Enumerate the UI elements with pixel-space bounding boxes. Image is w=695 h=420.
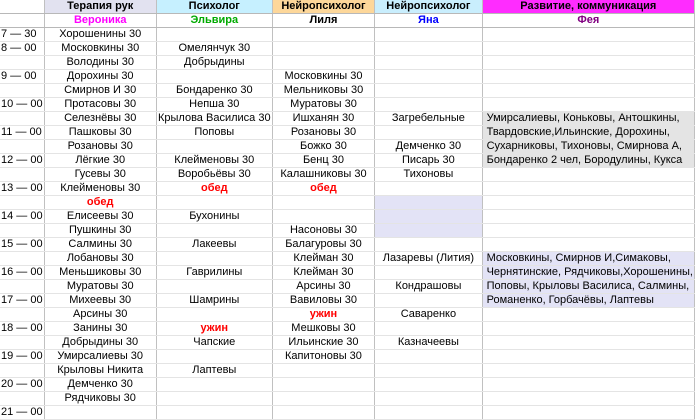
schedule-cell[interactable]	[156, 252, 272, 266]
schedule-cell[interactable]: Божко 30	[272, 140, 374, 154]
schedule-row	[0, 378, 695, 392]
schedule-cell[interactable]: Непша 30	[156, 98, 272, 112]
specialist-yana[interactable]: Яна	[375, 14, 482, 28]
schedule-cell[interactable]	[272, 378, 374, 392]
schedule-cell[interactable]	[272, 42, 374, 56]
schedule-cell[interactable]	[375, 210, 482, 224]
schedule-cell[interactable]	[272, 28, 374, 42]
schedule-cell[interactable]: Кондрашовы	[375, 280, 482, 294]
schedule-cell[interactable]	[482, 98, 694, 112]
schedule-row	[0, 322, 695, 336]
schedule-row	[0, 336, 695, 350]
schedule-cell[interactable]: Романенко, Горбачёвы, Лаптевы	[482, 294, 694, 308]
schedule-row	[0, 126, 695, 140]
schedule-cell[interactable]: Умирсалиевы, Коньковы, Антошкины,	[482, 112, 694, 126]
schedule-row	[0, 364, 695, 378]
time-cell[interactable]	[0, 336, 44, 350]
schedule-cell[interactable]: Бенц 30	[272, 154, 374, 168]
schedule-cell[interactable]	[482, 224, 694, 238]
schedule-cell[interactable]	[482, 364, 694, 378]
time-cell[interactable]	[0, 168, 44, 182]
time-cell[interactable]	[0, 140, 44, 154]
time-cell[interactable]	[0, 196, 44, 210]
schedule-cell[interactable]	[156, 140, 272, 154]
schedule-row	[0, 392, 695, 406]
specialist-veronika[interactable]: Вероника	[44, 14, 156, 28]
time-cell[interactable]: 11 — 00	[0, 126, 44, 140]
schedule-cell[interactable]: Шамрины	[156, 294, 272, 308]
schedule-row	[0, 238, 695, 252]
schedule-cell[interactable]: Гусевы 30	[44, 168, 156, 182]
schedule-cell[interactable]: Володины 30	[44, 56, 156, 70]
schedule-cell[interactable]	[482, 28, 694, 42]
schedule-cell[interactable]: Клейман 30	[272, 266, 374, 280]
schedule-cell[interactable]: Арсины 30	[272, 280, 374, 294]
schedule-cell[interactable]: Демченко 30	[44, 378, 156, 392]
schedule-cell[interactable]: Лобановы 30	[44, 252, 156, 266]
schedule-row	[0, 56, 695, 70]
schedule-cell[interactable]: Тихоновы	[375, 168, 482, 182]
schedule-cell[interactable]: Дорохины 30	[44, 70, 156, 84]
specialist-feya[interactable]: Фея	[482, 14, 694, 28]
schedule-cell[interactable]: Гаврилины	[156, 266, 272, 280]
specialist-time-cell[interactable]	[0, 14, 44, 28]
schedule-cell[interactable]: Розановы 30	[44, 140, 156, 154]
schedule-row	[0, 308, 695, 322]
schedule-cell[interactable]: Селезнёвы 30	[44, 112, 156, 126]
time-cell[interactable]	[0, 56, 44, 70]
time-cell[interactable]: 15 — 00	[1, 238, 43, 250]
schedule-cell[interactable]	[482, 308, 694, 322]
schedule-cell[interactable]	[375, 84, 482, 98]
time-cell[interactable]: 18 — 00	[1, 322, 43, 334]
schedule-cell[interactable]: Чернятинские, Рядчиковы,Хорошенины,	[482, 266, 694, 280]
schedule-row	[0, 112, 695, 126]
schedule-row	[0, 210, 695, 224]
schedule-cell[interactable]	[482, 84, 694, 98]
time-cell[interactable]	[0, 112, 44, 126]
schedule-row	[0, 70, 695, 84]
schedule-cell[interactable]	[375, 70, 482, 84]
schedule-cell[interactable]: Писарь 30	[375, 154, 482, 168]
schedule-cell[interactable]: Поповы	[156, 126, 272, 140]
schedule-row	[0, 252, 695, 266]
schedule-cell[interactable]: Пашковы 30	[44, 126, 156, 140]
schedule-cell[interactable]: Омелянчук 30	[156, 42, 272, 56]
schedule-cell[interactable]: Клейменовы 30	[44, 182, 156, 196]
schedule-cell[interactable]	[482, 322, 694, 336]
schedule-cell[interactable]	[156, 406, 272, 420]
schedule-cell[interactable]: Крыловы Никита	[44, 364, 156, 378]
time-cell[interactable]: 13 — 00	[1, 182, 43, 194]
schedule-cell[interactable]	[156, 392, 272, 406]
schedule-cell[interactable]: Демченко 30	[375, 140, 482, 154]
schedule-cell[interactable]: Клейменовы 30	[156, 154, 272, 168]
schedule-cell[interactable]: Муратовы 30	[272, 98, 374, 112]
schedule-cell[interactable]: Лазаревы (Лития)	[375, 252, 482, 266]
specialist-elvira[interactable]: Эльвира	[156, 14, 272, 28]
schedule-row	[0, 266, 695, 280]
schedule-row	[0, 182, 695, 196]
schedule-cell[interactable]: Хорошенины 30	[44, 28, 156, 42]
schedule-cell[interactable]: Твардовские,Ильинские, Дорохины,	[482, 126, 694, 140]
time-cell[interactable]: 21 — 00	[1, 406, 43, 418]
schedule-cell[interactable]	[375, 28, 482, 42]
schedule-cell[interactable]	[375, 266, 482, 280]
time-cell[interactable]: 10 — 00	[1, 98, 43, 110]
schedule-cell[interactable]	[272, 210, 374, 224]
schedule-cell[interactable]: Ишханян 30	[272, 112, 374, 126]
schedule-cell[interactable]: Смирнов И 30	[44, 84, 156, 98]
schedule-cell[interactable]	[375, 406, 482, 420]
schedule-row	[0, 84, 695, 98]
schedule-cell[interactable]	[375, 238, 482, 252]
time-cell[interactable]: 9 — 00	[0, 70, 44, 84]
header-hand-therapy[interactable]: Терапия рук	[44, 0, 156, 14]
specialist-lilya[interactable]: Лиля	[272, 14, 374, 28]
schedule-cell[interactable]: Бондаренко 2 чел, Бородулины, Кукса	[482, 154, 694, 168]
schedule-row	[0, 294, 695, 308]
schedule-cell[interactable]: Сухарниковы, Тихоновы, Смирнова А,	[482, 140, 694, 154]
schedule-row	[0, 224, 695, 238]
schedule-row	[0, 42, 695, 56]
schedule-cell[interactable]	[44, 406, 156, 420]
schedule-cell[interactable]: Воробьёвы 30	[156, 168, 272, 182]
schedule-cell[interactable]: Загребельные	[375, 112, 482, 126]
schedule-cell[interactable]	[156, 224, 272, 238]
time-cell[interactable]: 14 — 00	[1, 210, 43, 222]
schedule-cell[interactable]: Протасовы 30	[44, 98, 156, 112]
schedule-row	[0, 154, 695, 168]
schedule-cell[interactable]: Лакеевы	[156, 238, 272, 252]
schedule-cell[interactable]	[156, 28, 272, 42]
schedule-cell[interactable]	[482, 168, 694, 182]
schedule-row	[0, 168, 695, 182]
schedule-row	[0, 140, 695, 154]
schedule-cell[interactable]: Занины 30	[44, 322, 156, 336]
time-cell[interactable]: 19 — 00	[1, 350, 43, 362]
schedule-cell[interactable]	[482, 238, 694, 252]
schedule-cell[interactable]	[482, 56, 694, 70]
schedule-cell[interactable]: Добрыдины 30	[44, 336, 156, 350]
schedule-cell[interactable]: Московкины, Смирнов И,Симаковы,	[482, 252, 694, 266]
schedule-cell[interactable]: Лаптевы	[156, 364, 272, 378]
schedule-cell[interactable]: Умирсалиевы 30	[44, 350, 156, 364]
schedule-cell[interactable]: Арсины 30	[44, 308, 156, 322]
schedule-cell[interactable]: Бондаренко 30	[156, 84, 272, 98]
time-cell[interactable]	[0, 84, 44, 98]
schedule-cell[interactable]	[375, 322, 482, 336]
header-row	[0, 0, 695, 14]
schedule-cell[interactable]: Меньшиковы 30	[44, 266, 156, 280]
schedule-cell[interactable]: Добрыдины	[156, 56, 272, 70]
schedule-cell[interactable]	[482, 378, 694, 392]
schedule-cell[interactable]: Елисеевы 30	[44, 210, 156, 224]
schedule-cell[interactable]: Муратовы 30	[44, 280, 156, 294]
schedule-cell[interactable]	[482, 350, 694, 364]
schedule-cell[interactable]	[375, 98, 482, 112]
schedule-cell[interactable]: Ильинские 30	[272, 336, 374, 350]
schedule-row	[0, 280, 695, 294]
header-neuropsychologist-2[interactable]: Нейропсихолог	[375, 0, 482, 14]
schedule-cell[interactable]: Рядчиковы 30	[44, 392, 156, 406]
schedule-cell[interactable]	[156, 308, 272, 322]
schedule-cell[interactable]: Михеевы 30	[44, 294, 156, 308]
header-psychologist[interactable]: Психолог	[156, 0, 272, 14]
specialist-row	[0, 14, 695, 28]
schedule-cell[interactable]	[156, 378, 272, 392]
schedule-cell[interactable]	[156, 70, 272, 84]
schedule-cell[interactable]	[375, 378, 482, 392]
schedule-cell[interactable]	[272, 196, 374, 210]
schedule-cell[interactable]	[482, 42, 694, 56]
schedule-cell[interactable]	[272, 364, 374, 378]
schedule-cell[interactable]	[482, 70, 694, 84]
schedule-cell[interactable]	[482, 336, 694, 350]
time-cell[interactable]: 17 — 00	[1, 294, 43, 306]
schedule-cell[interactable]: обед	[272, 182, 374, 196]
schedule-cell[interactable]	[375, 294, 482, 308]
schedule-cell[interactable]	[375, 56, 482, 70]
schedule-cell[interactable]	[272, 392, 374, 406]
schedule-cell[interactable]	[482, 196, 694, 210]
header-time[interactable]	[0, 0, 44, 14]
schedule-row	[0, 28, 695, 42]
time-cell[interactable]: 12 — 00	[1, 154, 43, 166]
time-cell[interactable]: 8 — 00	[0, 42, 44, 56]
schedule-cell[interactable]: Калашниковы 30	[272, 168, 374, 182]
schedule-cell[interactable]: Салмины 30	[44, 238, 156, 252]
schedule-row	[0, 350, 695, 364]
schedule-cell[interactable]: Чапские	[156, 336, 272, 350]
time-cell[interactable]: 7 — 30	[0, 28, 44, 42]
schedule-cell[interactable]: Казначеевы	[375, 336, 482, 350]
schedule-cell[interactable]	[482, 406, 694, 420]
time-cell[interactable]	[0, 252, 44, 266]
schedule-cell[interactable]: Саваренко	[375, 308, 482, 322]
schedule-cell[interactable]: Мельниковы 30	[272, 84, 374, 98]
schedule-cell[interactable]: Клейман 30	[272, 252, 374, 266]
schedule-row	[0, 196, 695, 210]
schedule-row	[0, 98, 695, 112]
schedule-cell[interactable]: Вавиловы 30	[272, 294, 374, 308]
time-cell[interactable]: 16 — 00	[1, 266, 43, 278]
schedule-cell[interactable]	[156, 196, 272, 210]
schedule-cell[interactable]: Московкины 30	[272, 70, 374, 84]
schedule-cell[interactable]: обед	[156, 182, 272, 196]
schedule-cell[interactable]	[375, 224, 482, 238]
time-cell[interactable]	[0, 280, 44, 294]
time-cell[interactable]	[0, 392, 44, 406]
time-cell[interactable]	[0, 364, 44, 378]
schedule-cell[interactable]	[272, 406, 374, 420]
schedule-cell[interactable]: Мешковы 30	[272, 322, 374, 336]
time-cell[interactable]: 20 — 00	[1, 378, 43, 390]
schedule-cell[interactable]	[482, 210, 694, 224]
schedule-cell[interactable]: Лёгкие 30	[44, 154, 156, 168]
schedule-cell[interactable]: Балагуровы 30	[272, 238, 374, 252]
header-development-communication[interactable]: Развитие, коммуникация	[482, 0, 694, 14]
schedule-cell[interactable]: Поповы, Крыловы Василиса, Салмины,	[482, 280, 694, 294]
schedule-row	[0, 406, 695, 420]
schedule-cell[interactable]	[375, 392, 482, 406]
schedule-cell[interactable]: Насоновы 30	[272, 224, 374, 238]
schedule-cell[interactable]	[375, 364, 482, 378]
schedule-cell[interactable]: Капитоновы 30	[272, 350, 374, 364]
schedule-cell[interactable]	[375, 350, 482, 364]
schedule-cell[interactable]: Крылова Василиса 30	[158, 112, 271, 124]
schedule-cell[interactable]: ужин	[272, 308, 374, 322]
schedule-cell[interactable]: Пушкины 30	[44, 224, 156, 238]
schedule-cell[interactable]	[156, 350, 272, 364]
schedule-cell[interactable]	[482, 182, 694, 196]
schedule-cell[interactable]	[375, 126, 482, 140]
schedule-cell[interactable]: ужин	[156, 322, 272, 336]
time-cell[interactable]	[0, 308, 44, 322]
time-cell[interactable]	[0, 224, 44, 238]
schedule-cell[interactable]: обед	[44, 196, 156, 210]
schedule-cell[interactable]: Московкины 30	[44, 42, 156, 56]
schedule-cell[interactable]	[375, 42, 482, 56]
schedule-cell[interactable]	[482, 392, 694, 406]
schedule-cell[interactable]: Розановы 30	[272, 126, 374, 140]
schedule-cell[interactable]	[375, 196, 482, 210]
schedule-cell[interactable]	[156, 280, 272, 294]
schedule-cell[interactable]	[272, 56, 374, 70]
schedule-cell[interactable]	[375, 182, 482, 196]
schedule-cell[interactable]: Бухонины	[156, 210, 272, 224]
header-neuropsychologist-1[interactable]: Нейропсихолог	[272, 0, 374, 14]
